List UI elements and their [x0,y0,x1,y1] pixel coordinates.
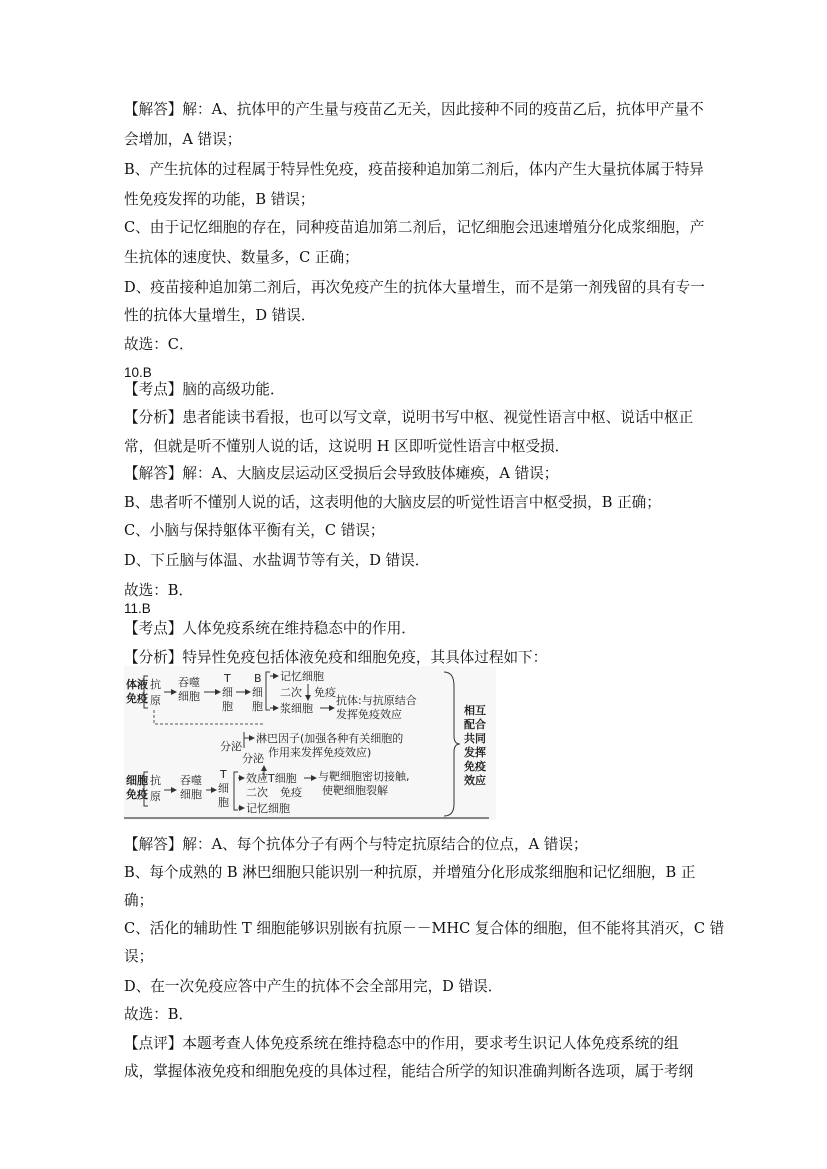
text-line: 生抗体的速度快、数量多，C 正确； [124,249,359,266]
text-line: 【解答】解：A、每个抗体分子有两个与特定抗原结合的位点，A 错误； [124,836,588,853]
text-line: 【解答】解：A、大脑皮层运动区受损后会导致肢体瘫痪，A 错误； [124,465,559,482]
text-line: 确； [124,892,154,909]
cooperate-4: 发挥 [464,746,486,759]
t-cell-c-3: 胞 [218,796,229,809]
phagocyte-h-2: 细胞 [178,690,200,703]
text-line: D、下丘脑与体温、水盐调节等有关，D 错误． [124,552,430,569]
b-cell-h: B [254,672,262,685]
text-line: 11.B [124,601,151,616]
plasma-h: 浆细胞 [280,702,313,715]
antibody-h: 抗体:与抗原结合 [336,694,417,707]
cooperate-2: 配合 [464,718,486,731]
secrete-2: 分泌 [242,752,264,765]
t-cell-c: T [220,768,227,781]
t-cell-h-3: 胞 [222,700,233,713]
text-line: 性免疫发挥的功能，B 错误； [124,191,315,208]
text-line: C、活化的辅助性 T 细胞能够识别嵌有抗原－－MHC 复合体的细胞，但不能将其消灭，C 错 [124,920,725,937]
immune-c: 免疫 [280,786,302,799]
b-cell-h-3: 胞 [252,700,263,713]
cellular-label-1: 细胞 [126,774,148,787]
memory-h: 记忆细胞 [280,670,324,683]
b-cell-h-2: 细 [252,686,263,699]
antigen-h-1: 抗 [150,678,161,691]
phagocyte-h-1: 吞噬 [178,676,200,689]
second-h: 二次 [280,686,302,699]
secrete-1: 分泌 [220,740,242,753]
contact-1: 与靶细胞密切接触, [318,770,410,783]
antigen-c-1: 抗 [150,774,161,787]
text-line: 【分析】特异性免疫包括体液免疫和细胞免疫，其具体过程如下： [124,649,548,666]
text-line: D、疫苗接种追加第二剂后，再次免疫产生的抗体大量增生，而不是第一剂残留的具有专一 [124,279,705,296]
text-line: 性的抗体大量增生，D 错误． [124,307,316,324]
contact-2: 使靶细胞裂解 [322,784,388,797]
text-line: 【分析】患者能读书看报，也可以写文章，说明书写中枢、视觉性语言中枢、说话中枢正 [124,409,694,426]
second-c: 二次 [246,786,268,799]
humoral-label-2: 免疫 [126,692,148,705]
phagocyte-c-2: 细胞 [180,788,202,801]
effector-t: 效应T细胞 [246,772,297,785]
t-cell-h: T [224,672,231,685]
antigen-h-2: 原 [150,694,161,707]
cooperate-6: 效应 [464,774,486,787]
text-line: B、患者听不懂别人说的话，这表明他的大脑皮层的听觉性语言中枢受损，B 正确； [124,494,661,511]
memory-c: 记忆细胞 [246,802,290,815]
text-line: 误； [124,948,154,965]
phagocyte-c-1: 吞噬 [180,774,202,787]
lymphokine-2: 作用来发挥免疫效应) [268,746,372,759]
text-line: 10.B [124,365,152,380]
cooperate-1: 相互 [464,704,486,717]
cooperate-3: 共同 [464,732,486,745]
antibody-h-2: 发挥免疫效应 [336,708,402,721]
text-line: 故选：B． [124,582,194,599]
text-line: C、小脑与保持躯体平衡有关，C 错误； [124,522,385,539]
text-line: 故选：B． [124,1006,194,1023]
humoral-label-1: 体液 [126,678,148,691]
text-line: 故选：C． [124,336,194,353]
text-line: 【点评】本题考查人体免疫系统在维持稳态中的作用，要求考生识记人体免疫系统的组 [124,1035,679,1052]
text-line: 【考点】脑的高级功能． [124,381,285,398]
cellular-label-2: 免疫 [126,788,148,801]
lymphokine-1: 淋巴因子(加强各种有关细胞的 [256,732,404,745]
text-line: 【考点】人体免疫系统在维持稳态中的作用． [124,620,416,637]
t-cell-h-2: 细 [222,686,233,699]
text-line: 会增加，A 错误； [124,131,242,148]
text-line: 常，但就是听不懂别人说的话，这说明 H 区即听觉性语言中枢受损． [124,438,570,455]
antigen-c-2: 原 [150,790,161,803]
text-line: B、产生抗体的过程属于特异性免疫，疫苗接种追加第二剂后，体内产生大量抗体属于特异 [124,161,704,178]
immune-diagram-svg [124,666,496,820]
immune-process-diagram [124,666,496,820]
text-line: D、在一次免疫应答中产生的抗体不会全部用完，D 错误． [124,978,503,995]
text-line: C、由于记忆细胞的存在，同种疫苗追加第二剂后，记忆细胞会迅速增殖分化成浆细胞，产 [124,219,705,236]
cooperate-5: 免疫 [464,760,486,773]
t-cell-c-2: 细 [218,782,229,795]
immune-h: 免疫 [314,686,336,699]
text-line: 【解答】解：A、抗体甲的产生量与疫苗乙无关，因此接种不同的疫苗乙后，抗体甲产量不 [124,101,704,118]
text-line: 成，掌握体液免疫和细胞免疫的具体过程，能结合所学的知识准确判断各选项，属于考纲 [124,1063,694,1080]
text-line: B、每个成熟的 B 淋巴细胞只能识别一种抗原，并增殖分化形成浆细胞和记忆细胞，B 正 [124,864,696,881]
